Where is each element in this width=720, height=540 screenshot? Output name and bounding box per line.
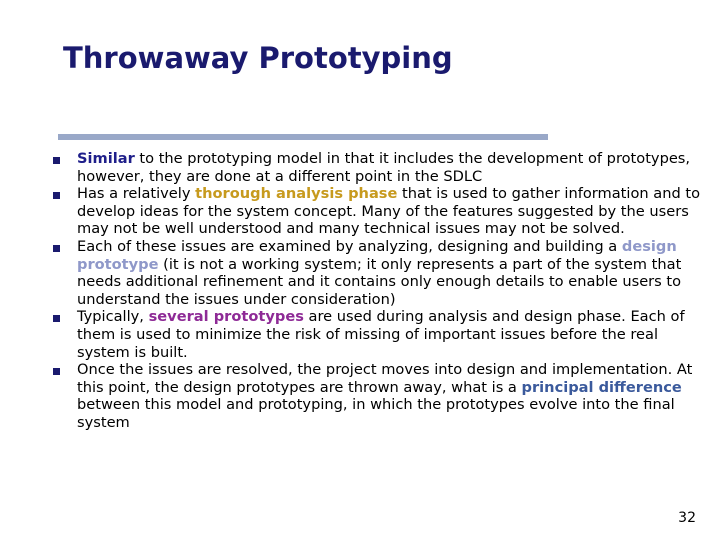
square-bullet-icon [53,368,60,375]
bullet-text: Once the issues are resolved, the project moves into design and implementation. At this point, the design prototypes are thrown away, what is a [77,361,693,396]
highlight-analysis-phase: thorough analysis phase [195,185,398,203]
bullet-text: Typically, [77,308,149,326]
page-number: 32 [678,510,696,526]
slide-title: Throwaway Prototyping [63,41,453,75]
highlight-principal-difference: principal difference [521,378,682,396]
bullet-text: (it is not a working system; it only represents a part of the system that needs additional refinement and it contains only enough details to enable users to understand the issues under consideration) [77,255,682,308]
square-bullet-icon [53,192,60,199]
bullet-item-several-prototypes [48,308,708,361]
square-bullet-icon [53,315,60,322]
bullet-list [48,150,708,432]
bullet-item-design-prototype [48,238,708,308]
bullet-text: Each of these issues are examined by analyzing, designing and building a [77,237,622,255]
bullet-item-principal-difference [48,361,708,431]
highlight-design-prototype: design prototype [77,237,677,273]
highlight-several-prototypes: several prototypes [148,308,304,326]
bullet-item-analysis-phase [48,185,708,238]
highlight-similar: Similar [77,150,135,167]
bullet-text: to the prototyping model in that it includes the development of prototypes, however, they are done at a different point in the SDLC [77,150,691,185]
bullet-item-similar [48,150,708,185]
bullet-text: that is used to gather information and to develop ideas for the system concept. Many of the features suggested by the users may not be well understood and many technical issues may not be solved. [77,185,701,238]
square-bullet-icon [53,157,60,164]
bullet-text: are used during analysis and design phase. Each of them is used to minimize the risk of missing of important issues before the real system is built. [77,308,685,361]
title-underline-rule [58,134,548,140]
bullet-text: between this model and prototyping, in which the prototypes evolve into the final system [77,396,675,431]
bullet-text: Has a relatively [77,185,196,203]
square-bullet-icon [53,245,60,252]
